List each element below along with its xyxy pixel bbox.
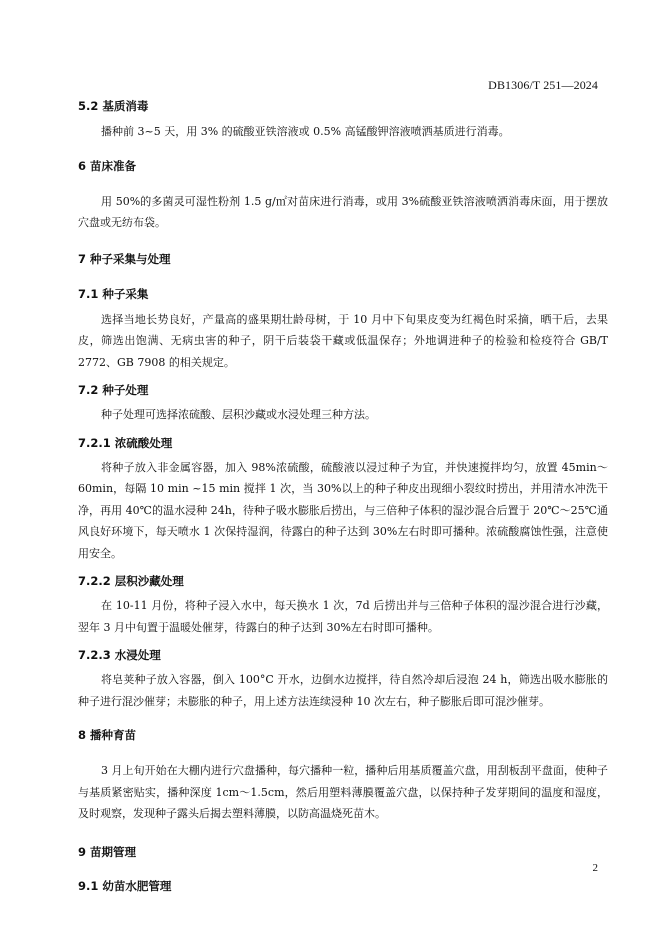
section-text-7-2-3: 将皂荚种子放入容器，倒入 100°C 开水，边倒水边搅拌，待自然冷却后浸泡 24 h，筛选出吸水膨胀的种子进行混沙催芽；未膨胀的种子，用上述方法连续浸种 10 次左右，种子膨胀后即可混沙催芽。 <box>78 673 608 708</box>
section-heading-7-2-2: 7.2.2 层积沙藏处理 <box>78 574 184 588</box>
document-code: DB1306/T 251—2024 <box>488 78 598 92</box>
section-heading-7-1: 7.1 种子采集 <box>78 286 149 301</box>
section-heading-6: 6 苗床准备 <box>78 158 137 173</box>
page-number: 2 <box>592 862 598 874</box>
section-heading-7: 7 种子采集与处理 <box>78 251 171 266</box>
section-heading-8: 8 播种育苗 <box>78 728 137 742</box>
section-heading-9: 9 苗期管理 <box>78 844 137 859</box>
section-text-7-2-2: 在 10-11 月份，将种子浸入水中，每天换水 1 次，7d 后捞出并与三倍种子体积的湿沙混合进行沙藏，翌年 3 月中旬置于温暖处催芽，待露白的种子达到 30%左右时即可播种。 <box>78 599 608 634</box>
section-text-5-2: 播种前 3~5 天，用 3% 的硫酸亚铁溶液或 0.5% 高锰酸钾溶液喷洒基质进行消毒。 <box>101 125 510 138</box>
section-heading-7-2-3: 7.2.3 水浸处理 <box>78 648 161 662</box>
document-body <box>78 97 608 895</box>
section-text-7-1: 选择当地长势良好，产量高的盛果期壮龄母树，于 10 月中下旬果皮变为红褐色时采摘，晒干后，去果皮，筛选出饱满、无病虫害的种子，阴干后装袋干藏或低温保存；外地调进种子的检验和检疫符合 GB/T 2772、GB 7908 的相关规定。 <box>78 312 608 369</box>
section-text-7-2-1: 将种子放入非金属容器，加入 98%浓硫酸，硫酸液以浸过种子为宜，并快速搅拌均匀，放置 45min～60min，每隔 10 min ~15 min 搅拌 1 次，当 30%以上的种子种皮出现细小裂纹时捞出，并用清水冲洗干净，再用 40℃的温水浸种 24h，待种子吸水膨胀后捞出，与三倍种子体积的湿沙混合后置于 20℃～25℃通风良好环境下，每天喷水 1 次保持湿润，待露白的种子达到 30%左右时即可播种。浓硫酸腐蚀性强，注意使用安全。 <box>78 460 608 560</box>
section-text-8: 3 月上旬开始在大棚内进行穴盘播种，每穴播种一粒，播种后用基质覆盖穴盘，用刮板刮平盘面，使种子与基质紧密贴实，播种深度 1cm～1.5cm，然后用塑料薄膜覆盖穴盘，以保持种子发芽期间的温度和湿度，及时观察，发现种子露头后揭去塑料薄膜，以防高温烧死苗木。 <box>78 764 608 820</box>
section-heading-5-2: 5.2 基质消毒 <box>78 99 149 113</box>
section-heading-7-2-1: 7.2.1 浓硫酸处理 <box>78 435 173 450</box>
section-text-6: 用 50%的多菌灵可湿性粉剂 1.5 g/㎡对苗床进行消毒，或用 3%硫酸亚铁溶液喷洒消毒床面，用于摆放穴盘或无纺布袋。 <box>78 194 608 229</box>
section-text-7-2: 种子处理可选择浓硫酸、层积沙藏或水浸处理三种方法。 <box>101 408 376 421</box>
section-heading-7-2: 7.2 种子处理 <box>78 383 149 397</box>
section-heading-9-1: 9.1 幼苗水肥管理 <box>78 878 172 893</box>
